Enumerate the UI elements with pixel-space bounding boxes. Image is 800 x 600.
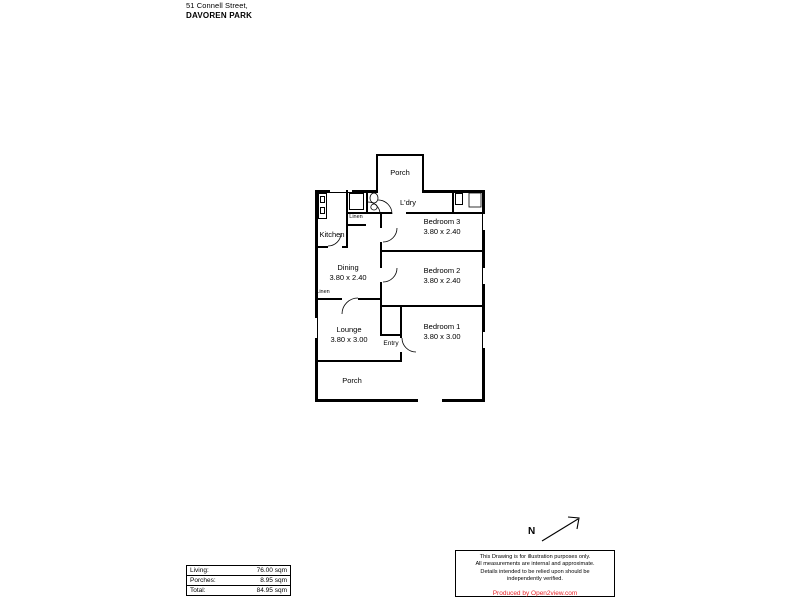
area-value-total: 84.95 sqm (256, 587, 287, 594)
suburb-name: DAVOREN PARK (186, 11, 253, 20)
disclaimer-line-3: Details intended to be relied upon should be (480, 568, 590, 575)
room-label-entry: Entry (383, 340, 399, 347)
room-label-dining: Dining 3.80 x 2.40 (329, 263, 367, 282)
room-label-lounge: Lounge 3.80 x 3.00 (330, 325, 368, 344)
table-row (187, 575, 290, 585)
room-label-bedroom-3: Bedroom 3 3.80 x 2.40 (423, 217, 461, 236)
north-arrow-icon (540, 515, 586, 543)
compass-label: N (528, 526, 536, 537)
disclaimer-line-4: independently verified. (507, 575, 563, 582)
room-label-linen-top: Linen (349, 214, 363, 220)
title-block (186, 1, 446, 21)
room-label-porch-bottom: Porch (342, 376, 362, 385)
table-row (187, 566, 290, 575)
street-address: 51 Connell Street, (186, 1, 248, 10)
area-value-living: 76.00 sqm (256, 567, 287, 574)
room-label-kitchen: Kitchen (319, 230, 345, 239)
room-label-bedroom-1: Bedroom 1 3.80 x 3.00 (423, 322, 461, 341)
area-label-total: Total: (190, 587, 206, 594)
compass (528, 515, 588, 545)
disclaimer-line-1: This Drawing is for illustration purposes only. (479, 554, 591, 560)
table-row (187, 585, 290, 595)
room-label-porch-top: Porch (390, 168, 410, 177)
floor-plan (300, 150, 500, 420)
room-label-linen-left: Linen (316, 289, 330, 295)
room-label-bedroom-2: Bedroom 2 3.80 x 2.40 (423, 266, 461, 285)
area-label-porches: Porches: (190, 577, 216, 584)
disclaimer-line-2: All measurements are internal and approximate. (475, 561, 595, 568)
area-label-living: Living: (190, 567, 209, 574)
area-value-porches: 8.95 sqm (260, 577, 287, 584)
produced-by-credit[interactable]: Produced by Open2view.com (492, 590, 578, 597)
room-label-ldry: L'dry (399, 198, 417, 207)
area-summary-table (186, 565, 291, 596)
